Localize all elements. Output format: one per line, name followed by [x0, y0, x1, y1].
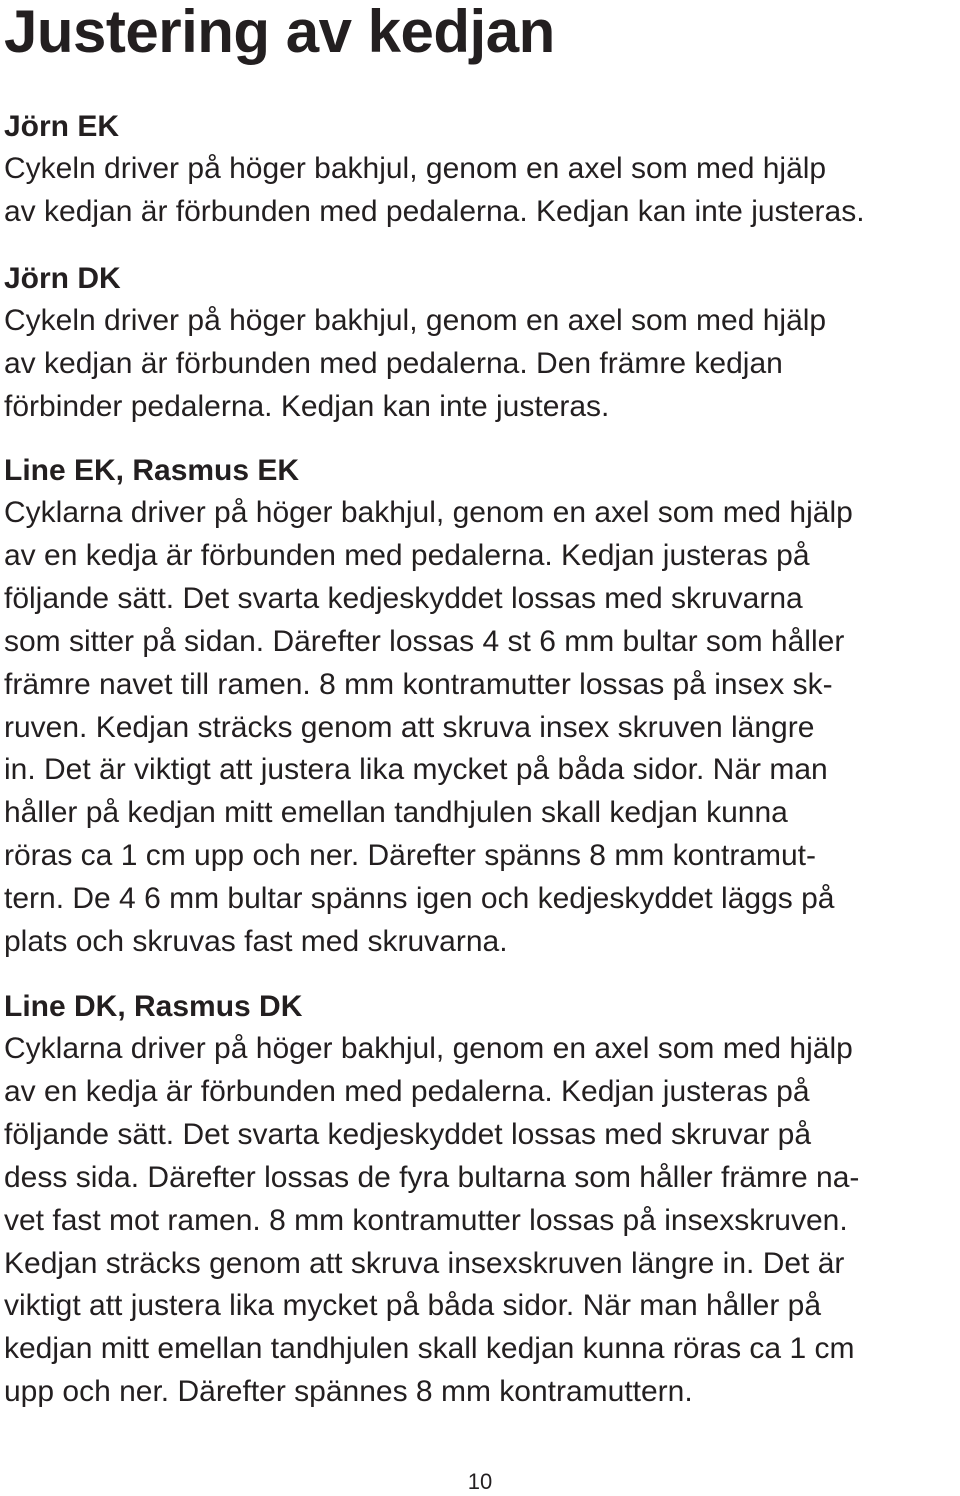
section-heading: Jörn DK	[4, 262, 121, 295]
section-jorn-ek	[4, 106, 954, 234]
text-line: följande sätt. Det svarta kedjeskyddet lossas med skruvarna	[4, 581, 803, 615]
text-line: upp och ner. Därefter spännes 8 mm kontramuttern.	[4, 1375, 693, 1409]
text-line: in. Det är viktigt att justera lika mycket på båda sidor. När man	[4, 753, 828, 787]
text-line: av en kedja är förbunden med pedalerna. Kedjan justeras på	[4, 1074, 810, 1108]
text-line: av kedjan är förbunden med pedalerna. Kedjan kan inte justeras.	[4, 194, 865, 228]
text-line: Kedjan sträcks genom att skruva insexskruven längre in. Det är	[4, 1246, 845, 1280]
text-line: främre navet till ramen. 8 mm kontramutter lossas på insex sk-	[4, 667, 833, 701]
text-line: av kedjan är förbunden med pedalerna. Den främre kedjan	[4, 346, 783, 380]
section-line-ek-rasmus-ek	[4, 450, 954, 964]
text-line: håller på kedjan mitt emellan tandhjulen skall kedjan kunna	[4, 796, 788, 830]
section-heading: Jörn EK	[4, 110, 120, 143]
section-jorn-dk	[4, 258, 954, 428]
text-line: plats och skruvas fast med skruvarna.	[4, 925, 508, 959]
text-line: Cyklarna driver på höger bakhjul, genom en axel som med hjälp	[4, 1032, 853, 1065]
text-line: Cykeln driver på höger bakhjul, genom en axel som med hjälp	[4, 152, 827, 185]
text-line: Cykeln driver på höger bakhjul, genom en axel som med hjälp	[4, 304, 827, 337]
page-number: 10	[467, 1469, 493, 1494]
text-line: som sitter på sidan. Därefter lossas 4 st 6 mm bultar som håller	[4, 624, 845, 658]
text-line: följande sätt. Det svarta kedjeskyddet lossas med skruvar på	[4, 1117, 812, 1151]
text-line: viktigt att justera lika mycket på båda sidor. När man håller på	[4, 1289, 822, 1323]
text-line: röras ca 1 cm upp och ner. Därefter spänns 8 mm kontramut-	[4, 839, 817, 873]
section-heading: Line DK, Rasmus DK	[4, 990, 303, 1023]
text-line: kedjan mitt emellan tandhjulen skall kedjan kunna röras ca 1 cm	[4, 1332, 855, 1366]
page-title: Justering av kedjan	[4, 0, 555, 65]
section-heading: Line EK, Rasmus EK	[4, 454, 300, 487]
text-line: förbinder pedalerna. Kedjan kan inte justeras.	[4, 389, 610, 423]
text-line: av en kedja är förbunden med pedalerna. Kedjan justeras på	[4, 538, 810, 572]
section-line-dk-rasmus-dk	[4, 986, 954, 1414]
text-line: vet fast mot ramen. 8 mm kontramutter lossas på insexskruven.	[4, 1203, 848, 1237]
text-line: tern. De 4 6 mm bultar spänns igen och kedjeskyddet läggs på	[4, 882, 835, 916]
text-line: Cyklarna driver på höger bakhjul, genom en axel som med hjälp	[4, 496, 853, 529]
text-line: ruven. Kedjan sträcks genom att skruva insex skruven längre	[4, 710, 815, 744]
text-line: dess sida. Därefter lossas de fyra bultarna som håller främre na-	[4, 1160, 860, 1194]
